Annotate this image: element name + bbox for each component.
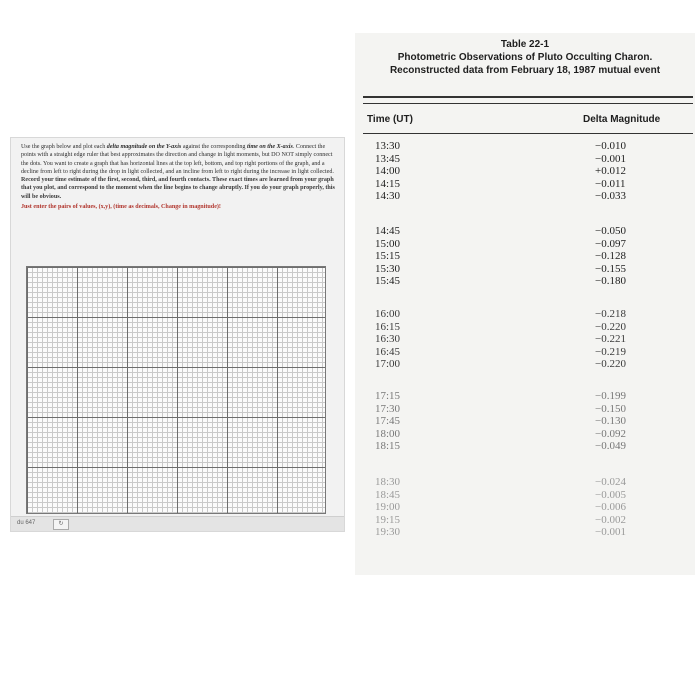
table-title: Table 22-1 [500,39,550,50]
time-cell: 19:00 [375,501,401,513]
table-row [355,238,695,251]
table-rule [363,96,693,98]
table-row [355,225,695,238]
table-row [355,526,695,539]
delta-cell: −0.221 [595,333,626,345]
time-cell: 15:30 [375,262,401,275]
time-cell: 14:15 [375,177,401,190]
delta-cell: −0.092 [595,427,626,440]
table-row [355,390,695,403]
table-rule [363,133,693,134]
delta-cell: −0.006 [595,501,626,513]
table-row [355,178,695,191]
table-row [355,428,695,441]
table-row [355,275,695,288]
time-cell: 17:15 [375,390,401,402]
time-cell: 18:00 [375,427,401,440]
time-cell: 15:45 [375,275,401,287]
table-row [355,489,695,502]
time-cell: 15:15 [375,250,401,262]
time-cell: 17:30 [375,402,401,415]
delta-cell: −0.024 [595,476,626,488]
delta-cell: −0.050 [595,225,626,237]
table-rule [363,103,693,104]
delta-cell: −0.097 [595,237,626,250]
table-row [355,140,695,153]
delta-cell: −0.049 [595,440,626,452]
delta-cell: −0.002 [595,513,626,526]
delta-cell: −0.130 [595,415,626,427]
table-row [355,165,695,178]
table-row-group [355,140,695,203]
delta-cell: −0.005 [595,488,626,501]
instruction-paragraph-3: Just enter the pairs of values, (x,y), (time as decimals, Change in magnitude)! [21,204,221,211]
table-row-group [355,225,695,288]
time-cell: 17:00 [375,358,401,370]
time-cell: 13:45 [375,152,401,165]
time-cell: 16:30 [375,333,401,345]
delta-cell: −0.218 [595,308,626,320]
time-cell: 18:45 [375,488,401,501]
table-row [355,346,695,359]
delta-cell: −0.180 [595,275,626,287]
delta-cell: −0.150 [595,402,626,415]
table-row [355,440,695,453]
table-row [355,250,695,263]
time-cell: 18:30 [375,476,401,488]
delta-cell: −0.001 [595,152,626,165]
table-row [355,153,695,166]
table-row [355,308,695,321]
instruction-paragraph-1: Use the graph below and plot each delta magnitude on the Y-axis against the corresponding time on the X-axis. Connect the points with a straight edge ruler that best approximates the direction and change in light moments, but DO NOT simply connect the dots. You want to create a graph that has horizontal lines at the top left, bottom, and top right portions of the graph, and a decline from left to right during the drop in light collected, and an incline from left to right during the increase in light collected. [21,144,334,175]
delta-cell: −0.220 [595,358,626,370]
table-row [355,415,695,428]
delta-cell: −0.220 [595,320,626,333]
table-row-group [355,390,695,453]
worksheet-footer [11,516,344,531]
time-cell: 18:15 [375,440,401,452]
delta-cell: −0.033 [595,190,626,202]
refresh-icon[interactable]: ↻ [53,519,69,530]
table-row-group [355,476,695,539]
time-cell: 14:45 [375,225,401,237]
time-cell: 16:00 [375,308,401,320]
table-row [355,476,695,489]
delta-cell: −0.199 [595,390,626,402]
column-header-delta: Delta Magnitude [583,114,661,125]
time-cell: 19:30 [375,526,401,538]
delta-cell: −0.011 [595,177,626,190]
table-row [355,501,695,514]
table-row [355,403,695,416]
table-row [355,358,695,371]
delta-cell: −0.001 [595,526,626,538]
column-header-time: Time (UT) [367,114,413,125]
worksheet-panel [10,137,345,532]
graph-paper-grid[interactable] [26,266,326,514]
delta-cell: +0.012 [595,165,626,177]
instructions [21,143,337,211]
time-cell: 14:30 [375,190,401,202]
delta-cell: −0.219 [595,345,626,358]
time-cell: 15:00 [375,237,401,250]
table-photo [355,33,695,575]
table-row [355,514,695,527]
table-subtitle-2: Reconstructed data from February 18, 1987 mutual event [389,65,661,76]
instruction-paragraph-2: Record your time estimate of the first, second, third, and fourth contacts. These exact times are learned from your graph that you plot, and correspond to the moment when the line begins to change abruptly. If you do your graph properly, this will be obvious. [21,177,335,200]
table-row [355,321,695,334]
table-subtitle-1: Photometric Observations of Pluto Occulting Charon. [397,52,653,63]
time-cell: 16:15 [375,320,401,333]
delta-cell: −0.155 [595,262,626,275]
table-row [355,263,695,276]
footer-id-label: du 647 [17,520,36,526]
time-cell: 14:00 [375,165,401,177]
time-cell: 13:30 [375,140,401,152]
table-row [355,333,695,346]
delta-cell: −0.128 [595,250,626,262]
time-cell: 19:15 [375,513,401,526]
table-row-group [355,308,695,371]
delta-cell: −0.010 [595,140,626,152]
time-cell: 17:45 [375,415,401,427]
time-cell: 16:45 [375,345,401,358]
table-row [355,190,695,203]
